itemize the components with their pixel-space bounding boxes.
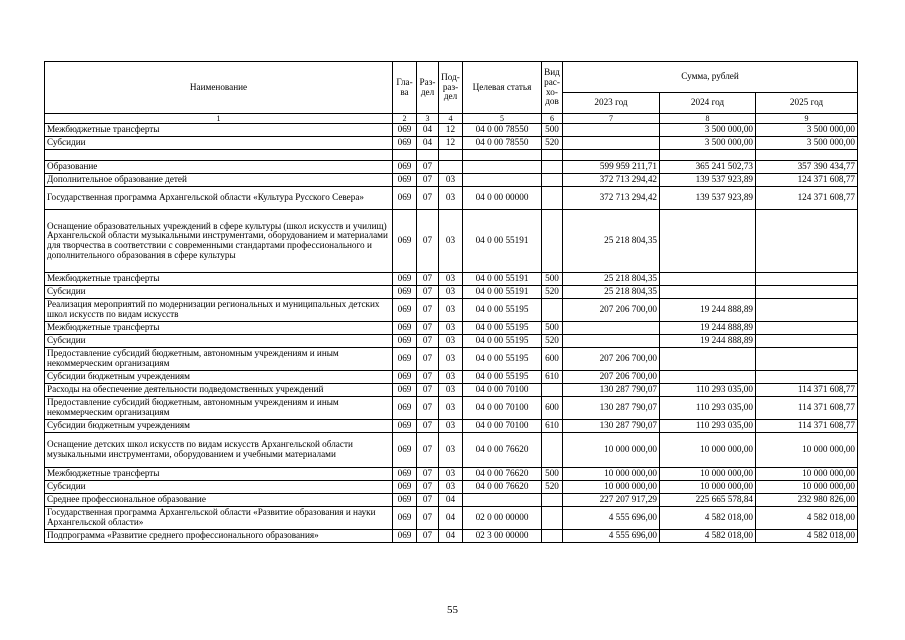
glava-cell: 069 — [393, 187, 417, 210]
celevaya-cell: 04 0 00 76620 — [463, 468, 542, 481]
amount-2024-cell — [660, 210, 756, 273]
amount-2025-cell: 10 000 000,00 — [756, 433, 858, 468]
razdel-cell: 07 — [417, 286, 439, 299]
amount-2023-cell — [563, 322, 660, 335]
table-row — [45, 397, 858, 420]
amount-2025-cell: 357 390 434,77 — [756, 161, 858, 174]
glava-cell: 069 — [393, 397, 417, 420]
table-row — [45, 530, 858, 543]
amount-2024-cell: 10 000 000,00 — [660, 468, 756, 481]
row-name-cell: Субсидии бюджетным учреждениям — [45, 371, 393, 384]
glava-cell: 069 — [393, 530, 417, 543]
amount-2024-cell: 10 000 000,00 — [660, 433, 756, 468]
vid-cell — [542, 210, 563, 273]
header-year-2025: 2025 год — [756, 93, 858, 114]
amount-2025-cell — [756, 335, 858, 348]
row-name-cell: Расходы на обеспечение деятельности подведомственных учреждений — [45, 384, 393, 397]
razdel-cell: 07 — [417, 371, 439, 384]
column-number: 9 — [756, 114, 858, 124]
table-row — [45, 433, 858, 468]
table-row — [45, 137, 858, 150]
header-vid: Вид рас-хо-дов — [542, 62, 563, 114]
razdel-cell: 07 — [417, 494, 439, 507]
razdel-cell: 07 — [417, 348, 439, 371]
razdel-cell: 07 — [417, 397, 439, 420]
row-name-cell: Субсидии — [45, 481, 393, 494]
razdel-cell: 07 — [417, 210, 439, 273]
table-row — [45, 124, 858, 137]
amount-2023-cell: 207 206 700,00 — [563, 371, 660, 384]
podrazdel-cell: 03 — [439, 371, 463, 384]
table-row — [45, 335, 858, 348]
podrazdel-cell: 03 — [439, 210, 463, 273]
row-name-cell: Реализация мероприятий по модернизации региональных и муниципальных детских школ искусств по видам искусств — [45, 299, 393, 322]
celevaya-cell: 02 0 00 00000 — [463, 507, 542, 530]
podrazdel-cell: 03 — [439, 299, 463, 322]
podrazdel-cell: 03 — [439, 187, 463, 210]
glava-cell: 069 — [393, 468, 417, 481]
celevaya-cell: 04 0 00 76620 — [463, 433, 542, 468]
razdel-cell: 07 — [417, 174, 439, 187]
amount-2025-cell: 4 582 018,00 — [756, 507, 858, 530]
table-row — [45, 161, 858, 174]
podrazdel-cell — [439, 150, 463, 161]
amount-2024-cell: 139 537 923,89 — [660, 174, 756, 187]
table-row — [45, 187, 858, 210]
vid-cell — [542, 433, 563, 468]
podrazdel-cell: 03 — [439, 322, 463, 335]
podrazdel-cell: 03 — [439, 397, 463, 420]
amount-2024-cell: 19 244 888,89 — [660, 335, 756, 348]
glava-cell: 069 — [393, 286, 417, 299]
row-name-cell: Подпрограмма «Развитие среднего профессионального образования» — [45, 530, 393, 543]
amount-2023-cell: 25 218 804,35 — [563, 286, 660, 299]
column-number: 1 — [45, 114, 393, 124]
celevaya-cell: 04 0 00 55195 — [463, 322, 542, 335]
celevaya-cell: 04 0 00 00000 — [463, 187, 542, 210]
table-header — [45, 62, 858, 124]
celevaya-cell: 04 0 00 78550 — [463, 137, 542, 150]
amount-2024-cell: 10 000 000,00 — [660, 481, 756, 494]
vid-cell: 500 — [542, 322, 563, 335]
amount-2023-cell: 10 000 000,00 — [563, 481, 660, 494]
celevaya-cell: 04 0 00 70100 — [463, 397, 542, 420]
podrazdel-cell: 03 — [439, 273, 463, 286]
column-number: 7 — [563, 114, 660, 124]
glava-cell: 069 — [393, 210, 417, 273]
podrazdel-cell: 04 — [439, 530, 463, 543]
header-year-2024: 2024 год — [660, 93, 756, 114]
vid-cell: 500 — [542, 124, 563, 137]
amount-2023-cell: 4 555 696,00 — [563, 507, 660, 530]
amount-2025-cell — [756, 299, 858, 322]
vid-cell — [542, 161, 563, 174]
razdel-cell: 04 — [417, 137, 439, 150]
razdel-cell: 07 — [417, 384, 439, 397]
celevaya-cell: 04 0 00 70100 — [463, 420, 542, 433]
table-row — [45, 384, 858, 397]
header-celevaya: Целевая статья — [463, 62, 542, 114]
razdel-cell: 07 — [417, 187, 439, 210]
row-name-cell: Оснащение образовательных учреждений в сфере культуры (школ искусств и училищ) Архангельской области музыкальными инструментами, оборудованием и материалами для творчества в соответствии с современными стандартами профессионального и дополнительного образования в сфере культуры — [45, 210, 393, 273]
razdel-cell: 07 — [417, 481, 439, 494]
celevaya-cell: 04 0 00 55191 — [463, 286, 542, 299]
column-number: 3 — [417, 114, 439, 124]
glava-cell: 069 — [393, 348, 417, 371]
amount-2024-cell: 3 500 000,00 — [660, 124, 756, 137]
row-name-cell: Оснащение детских школ искусств по видам искусств Архангельской области музыкальными инструментами, оборудованием и учебными материалами — [45, 433, 393, 468]
amount-2025-cell: 124 371 608,77 — [756, 174, 858, 187]
vid-cell — [542, 384, 563, 397]
table-row — [45, 150, 858, 161]
amount-2025-cell — [756, 348, 858, 371]
row-name-cell: Среднее профессиональное образование — [45, 494, 393, 507]
razdel-cell: 07 — [417, 322, 439, 335]
amount-2024-cell: 225 665 578,84 — [660, 494, 756, 507]
vid-cell: 600 — [542, 397, 563, 420]
amount-2025-cell — [756, 210, 858, 273]
row-name-cell: Межбюджетные трансферты — [45, 273, 393, 286]
table-row — [45, 507, 858, 530]
amount-2025-cell: 114 371 608,77 — [756, 397, 858, 420]
page-number: 55 — [447, 604, 458, 616]
celevaya-cell — [463, 150, 542, 161]
amount-2025-cell: 114 371 608,77 — [756, 420, 858, 433]
table-row — [45, 494, 858, 507]
row-name-cell: Государственная программа Архангельской области «Развитие образования и науки Архангельской области» — [45, 507, 393, 530]
vid-cell — [542, 530, 563, 543]
vid-cell — [542, 494, 563, 507]
glava-cell: 069 — [393, 507, 417, 530]
celevaya-cell: 04 0 00 55195 — [463, 335, 542, 348]
header-name: Наименование — [45, 62, 393, 114]
amount-2023-cell: 25 218 804,35 — [563, 210, 660, 273]
vid-cell: 520 — [542, 286, 563, 299]
amount-2025-cell — [756, 273, 858, 286]
amount-2024-cell: 4 582 018,00 — [660, 530, 756, 543]
amount-2025-cell: 4 582 018,00 — [756, 530, 858, 543]
amount-2023-cell: 10 000 000,00 — [563, 433, 660, 468]
row-name-cell — [45, 150, 393, 161]
row-name-cell: Предоставление субсидий бюджетным, автономным учреждениям и иным некоммерческим организациям — [45, 348, 393, 371]
row-name-cell: Дополнительное образование детей — [45, 174, 393, 187]
amount-2024-cell — [660, 371, 756, 384]
glava-cell: 069 — [393, 371, 417, 384]
amount-2024-cell: 19 244 888,89 — [660, 299, 756, 322]
amount-2024-cell — [660, 348, 756, 371]
vid-cell — [542, 174, 563, 187]
amount-2024-cell: 110 293 035,00 — [660, 384, 756, 397]
amount-2024-cell: 110 293 035,00 — [660, 397, 756, 420]
row-name-cell: Межбюджетные трансферты — [45, 124, 393, 137]
glava-cell: 069 — [393, 335, 417, 348]
table-body — [45, 124, 858, 543]
header-glava: Гла-ва — [393, 62, 417, 114]
amount-2025-cell: 232 980 826,00 — [756, 494, 858, 507]
razdel-cell: 07 — [417, 468, 439, 481]
razdel-cell — [417, 150, 439, 161]
amount-2023-cell: 372 713 294,42 — [563, 174, 660, 187]
row-name-cell: Субсидии — [45, 286, 393, 299]
amount-2025-cell: 124 371 608,77 — [756, 187, 858, 210]
vid-cell: 610 — [542, 420, 563, 433]
glava-cell: 069 — [393, 137, 417, 150]
podrazdel-cell: 12 — [439, 124, 463, 137]
column-number: 8 — [660, 114, 756, 124]
razdel-cell: 07 — [417, 433, 439, 468]
celevaya-cell: 04 0 00 55195 — [463, 348, 542, 371]
amount-2023-cell: 599 959 211,71 — [563, 161, 660, 174]
amount-2023-cell — [563, 137, 660, 150]
razdel-cell: 07 — [417, 161, 439, 174]
table-row — [45, 371, 858, 384]
amount-2024-cell — [660, 286, 756, 299]
glava-cell: 069 — [393, 481, 417, 494]
table-row — [45, 210, 858, 273]
amount-2024-cell: 3 500 000,00 — [660, 137, 756, 150]
glava-cell: 069 — [393, 299, 417, 322]
amount-2024-cell: 365 241 502,73 — [660, 161, 756, 174]
amount-2023-cell — [563, 335, 660, 348]
glava-cell: 069 — [393, 494, 417, 507]
podrazdel-cell: 03 — [439, 174, 463, 187]
table-row — [45, 481, 858, 494]
vid-cell: 610 — [542, 371, 563, 384]
celevaya-cell — [463, 494, 542, 507]
glava-cell: 069 — [393, 384, 417, 397]
podrazdel-cell: 03 — [439, 335, 463, 348]
amount-2023-cell: 227 207 917,29 — [563, 494, 660, 507]
podrazdel-cell: 04 — [439, 507, 463, 530]
vid-cell — [542, 150, 563, 161]
amount-2025-cell — [756, 150, 858, 161]
amount-2025-cell: 3 500 000,00 — [756, 137, 858, 150]
razdel-cell: 07 — [417, 299, 439, 322]
table-row — [45, 273, 858, 286]
vid-cell: 500 — [542, 468, 563, 481]
podrazdel-cell: 03 — [439, 348, 463, 371]
amount-2023-cell: 130 287 790,07 — [563, 420, 660, 433]
vid-cell: 600 — [542, 348, 563, 371]
amount-2025-cell: 10 000 000,00 — [756, 468, 858, 481]
amount-2023-cell: 25 218 804,35 — [563, 273, 660, 286]
header-podrazdel: Под-раз-дел — [439, 62, 463, 114]
vid-cell — [542, 507, 563, 530]
row-name-cell: Субсидии — [45, 137, 393, 150]
column-number: 4 — [439, 114, 463, 124]
row-name-cell: Субсидии бюджетным учреждениям — [45, 420, 393, 433]
celevaya-cell: 04 0 00 55191 — [463, 273, 542, 286]
amount-2025-cell — [756, 286, 858, 299]
celevaya-cell: 02 3 00 00000 — [463, 530, 542, 543]
row-name-cell: Предоставление субсидий бюджетным, автономным учреждениям и иным некоммерческим организациям — [45, 397, 393, 420]
column-number: 6 — [542, 114, 563, 124]
celevaya-cell — [463, 174, 542, 187]
amount-2025-cell: 10 000 000,00 — [756, 481, 858, 494]
podrazdel-cell: 12 — [439, 137, 463, 150]
header-summa: Сумма, рублей — [563, 62, 858, 93]
table-row — [45, 299, 858, 322]
podrazdel-cell: 03 — [439, 286, 463, 299]
vid-cell: 520 — [542, 481, 563, 494]
amount-2024-cell: 139 537 923,89 — [660, 187, 756, 210]
razdel-cell: 07 — [417, 530, 439, 543]
razdel-cell: 04 — [417, 124, 439, 137]
table-row — [45, 420, 858, 433]
row-name-cell: Образование — [45, 161, 393, 174]
table-row — [45, 174, 858, 187]
table-row — [45, 348, 858, 371]
vid-cell — [542, 299, 563, 322]
amount-2023-cell: 372 713 294,42 — [563, 187, 660, 210]
razdel-cell: 07 — [417, 420, 439, 433]
celevaya-cell: 04 0 00 78550 — [463, 124, 542, 137]
glava-cell: 069 — [393, 433, 417, 468]
table-row — [45, 468, 858, 481]
vid-cell — [542, 187, 563, 210]
row-name-cell: Государственная программа Архангельской области «Культура Русского Севера» — [45, 187, 393, 210]
header-razdel: Раз-дел — [417, 62, 439, 114]
amount-2025-cell: 3 500 000,00 — [756, 124, 858, 137]
column-number: 5 — [463, 114, 542, 124]
amount-2025-cell — [756, 322, 858, 335]
podrazdel-cell: 04 — [439, 494, 463, 507]
amount-2025-cell: 114 371 608,77 — [756, 384, 858, 397]
vid-cell: 520 — [542, 137, 563, 150]
vid-cell: 500 — [542, 273, 563, 286]
razdel-cell: 07 — [417, 273, 439, 286]
amount-2023-cell — [563, 124, 660, 137]
amount-2023-cell: 130 287 790,07 — [563, 384, 660, 397]
column-number: 2 — [393, 114, 417, 124]
glava-cell: 069 — [393, 161, 417, 174]
celevaya-cell: 04 0 00 55195 — [463, 371, 542, 384]
glava-cell: 069 — [393, 420, 417, 433]
amount-2025-cell — [756, 371, 858, 384]
celevaya-cell: 04 0 00 55195 — [463, 299, 542, 322]
celevaya-cell: 04 0 00 70100 — [463, 384, 542, 397]
amount-2023-cell: 130 287 790,07 — [563, 397, 660, 420]
row-name-cell: Межбюджетные трансферты — [45, 468, 393, 481]
celevaya-cell — [463, 161, 542, 174]
amount-2023-cell: 10 000 000,00 — [563, 468, 660, 481]
table-row — [45, 322, 858, 335]
podrazdel-cell — [439, 161, 463, 174]
header-year-2023: 2023 год — [563, 93, 660, 114]
podrazdel-cell: 03 — [439, 420, 463, 433]
table-row — [45, 286, 858, 299]
amount-2023-cell: 207 206 700,00 — [563, 299, 660, 322]
celevaya-cell: 04 0 00 55191 — [463, 210, 542, 273]
amount-2024-cell: 19 244 888,89 — [660, 322, 756, 335]
razdel-cell: 07 — [417, 335, 439, 348]
amount-2024-cell — [660, 273, 756, 286]
podrazdel-cell: 03 — [439, 384, 463, 397]
amount-2024-cell: 110 293 035,00 — [660, 420, 756, 433]
amount-2023-cell — [563, 150, 660, 161]
budget-table — [44, 61, 858, 543]
glava-cell: 069 — [393, 174, 417, 187]
razdel-cell: 07 — [417, 507, 439, 530]
glava-cell: 069 — [393, 273, 417, 286]
glava-cell: 069 — [393, 322, 417, 335]
podrazdel-cell: 03 — [439, 481, 463, 494]
amount-2024-cell: 4 582 018,00 — [660, 507, 756, 530]
amount-2023-cell: 207 206 700,00 — [563, 348, 660, 371]
vid-cell: 520 — [542, 335, 563, 348]
amount-2024-cell — [660, 150, 756, 161]
celevaya-cell: 04 0 00 76620 — [463, 481, 542, 494]
row-name-cell: Межбюджетные трансферты — [45, 322, 393, 335]
podrazdel-cell: 03 — [439, 433, 463, 468]
row-name-cell: Субсидии — [45, 335, 393, 348]
glava-cell — [393, 150, 417, 161]
amount-2023-cell: 4 555 696,00 — [563, 530, 660, 543]
podrazdel-cell: 03 — [439, 468, 463, 481]
glava-cell: 069 — [393, 124, 417, 137]
